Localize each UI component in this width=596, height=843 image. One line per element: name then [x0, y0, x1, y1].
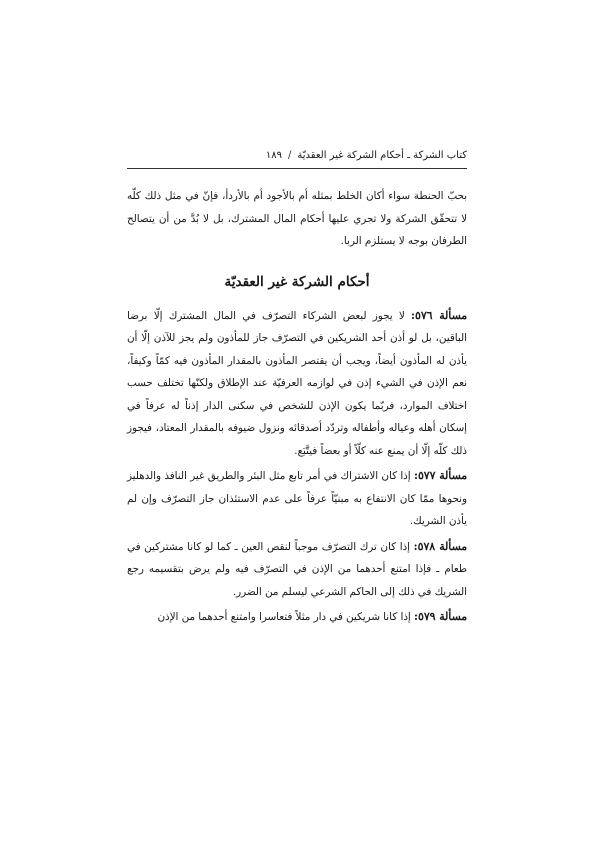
issue-579-heading: مسألة ٥٧٩:: [414, 610, 467, 623]
issue-577-text: إذا كان الاشتراك في أمر تابع مثل البئر والطريق غير النافذ والدهليز ونحوها ممّا كان الانتفاع به مبنيّاً عرفاً على عدم الاستئذان جاز التصرّف وإن لم يأذن الشريك.: [127, 470, 467, 527]
issue-578-heading: مسألة ٥٧٨:: [413, 539, 468, 553]
intro-paragraph: بحبّ الحنطة سواء أكان الخلط بمثله أم بالأجود أم بالأردأ، فإنّ في مثل ذلك كلّه لا تتحقّق الشركة ولا تجري عليها أحكام المال المشترك، بل لا بُدَّ من أن يتصالح الطرفان بوجه لا يستلزم الربا.: [127, 190, 467, 247]
issue-576-heading: مسألة ٥٧٦:: [411, 308, 467, 322]
book-page: [127, 148, 467, 632]
issue-576-text: لا يجوز لبعض الشركاء التصرّف في المال المشترك إلّا برضا الباقين، بل لو أذن أحد الشريكين في التصرّف جاز للمأذون ولم يجز للآذن إلّا أن يأذن له المأذون أيضاً، ويجب أن يقتصر المأذون بالمقدار المأذون فيه كمّاً وكيفاً، نعم الإذن في الشيء إذن في لوازمه العرفيّة عند الإطلاق ولكنّها تختلف حسب اختلاف الموارد، فربّما يكون الإذن للشخص في سكنى الدار إذناً له عرفاً في إسكان أهله وعياله وأطفاله وتردّد أصدقائه ونزول ضيوفه بالمقدار المعتاد، فيجوز ذلك كلّه إلّا أن يمنع عنه كلّاً أو بعضاً فيتَّبَع.: [127, 309, 467, 457]
issue-578: [127, 536, 467, 604]
running-header: [127, 148, 467, 169]
issue-578-text: إذا كان ترك التصرّف موجباً لنقص العين ـ كما لو كانا مشتركين في طعام ـ فإذا امتنع أحدهما من الإذن في التصرّف فيه ولم يرض بتقسيمه رجع الشريك في ذلك إلى الحاكم الشرعي ليسلم من الضرر.: [127, 540, 467, 598]
section-title: أحكام الشركة غير العقديّة: [224, 273, 370, 290]
issue-577-heading: مسألة ٥٧٧:: [413, 469, 467, 482]
header-title: كتاب الشركة ـ أحكام الشركة غير العقديّة: [297, 150, 467, 161]
issue-576: [127, 305, 467, 463]
header-separator: /: [288, 150, 292, 161]
issue-579: [127, 606, 467, 629]
issue-577: [127, 465, 467, 533]
issue-579-text: إذا كانا شريكين في دار مثلاً فتعاسرا وامتنع أحدهما من الإذن: [157, 611, 415, 623]
page-number: ١٨٩: [265, 150, 283, 161]
